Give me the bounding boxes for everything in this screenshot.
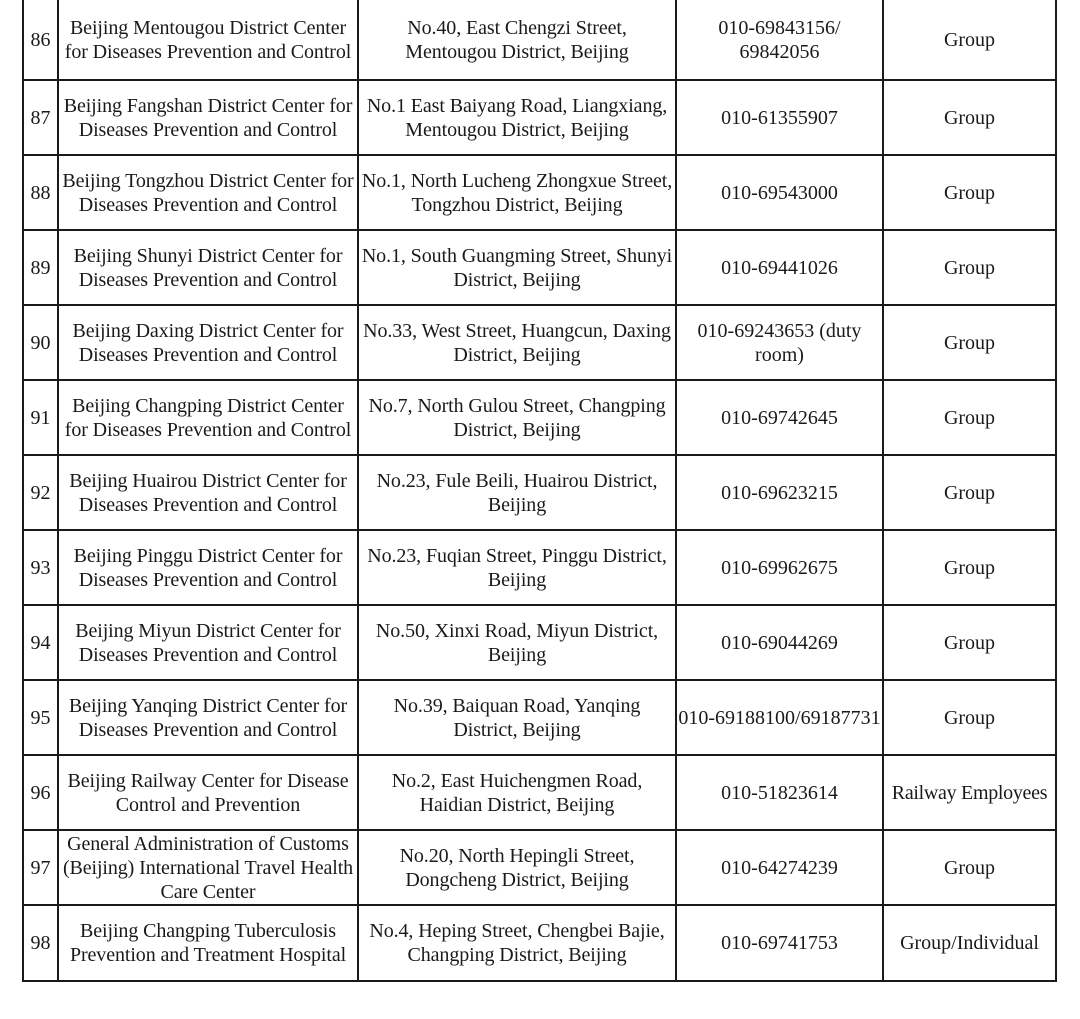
institution-address: No.20, North Hepingli Street, Dongcheng District, Beijing xyxy=(358,830,676,905)
table-row xyxy=(23,155,1056,230)
table-row xyxy=(23,305,1056,380)
institution-address: No.23, Fuqian Street, Pinggu District, Beijing xyxy=(358,530,676,605)
institution-name: General Administration of Customs (Beijing) International Travel Health Care Center xyxy=(58,830,358,905)
table-row xyxy=(23,80,1056,155)
row-number: 95 xyxy=(23,680,58,755)
service-scope: Group xyxy=(883,230,1056,305)
service-scope: Group xyxy=(883,155,1056,230)
row-number: 90 xyxy=(23,305,58,380)
phone-number: 010-69843156/ 69842056 xyxy=(676,0,883,80)
service-scope: Group/Individual xyxy=(883,905,1056,981)
row-number: 97 xyxy=(23,830,58,905)
institution-name: Beijing Miyun District Center for Diseases Prevention and Control xyxy=(58,605,358,680)
row-number: 89 xyxy=(23,230,58,305)
institution-address: No.23, Fule Beili, Huairou District, Beijing xyxy=(358,455,676,530)
phone-number: 010-69962675 xyxy=(676,530,883,605)
service-scope: Group xyxy=(883,80,1056,155)
row-number: 94 xyxy=(23,605,58,680)
phone-number: 010-69742645 xyxy=(676,380,883,455)
institution-table xyxy=(22,0,1057,982)
service-scope: Group xyxy=(883,0,1056,80)
service-scope: Group xyxy=(883,305,1056,380)
institution-address: No.1, South Guangming Street, Shunyi District, Beijing xyxy=(358,230,676,305)
service-scope: Group xyxy=(883,605,1056,680)
institution-address: No.1, North Lucheng Zhongxue Street, Tongzhou District, Beijing xyxy=(358,155,676,230)
row-number: 87 xyxy=(23,80,58,155)
institution-address: No.1 East Baiyang Road, Liangxiang, Mentougou District, Beijing xyxy=(358,80,676,155)
institution-address: No.2, East Huichengmen Road, Haidian District, Beijing xyxy=(358,755,676,830)
table-row xyxy=(23,380,1056,455)
table-row xyxy=(23,0,1056,80)
institution-name: Beijing Huairou District Center for Diseases Prevention and Control xyxy=(58,455,358,530)
institution-address: No.40, East Chengzi Street, Mentougou District, Beijing xyxy=(358,0,676,80)
phone-number: 010-69188100/69187731 xyxy=(676,680,883,755)
row-number: 92 xyxy=(23,455,58,530)
service-scope: Railway Employees xyxy=(883,755,1056,830)
row-number: 88 xyxy=(23,155,58,230)
row-number: 91 xyxy=(23,380,58,455)
institution-address: No.7, North Gulou Street, Changping District, Beijing xyxy=(358,380,676,455)
table-row xyxy=(23,455,1056,530)
institution-name: Beijing Tongzhou District Center for Diseases Prevention and Control xyxy=(58,155,358,230)
phone-number: 010-69243653 (duty room) xyxy=(676,305,883,380)
service-scope: Group xyxy=(883,530,1056,605)
institution-address: No.39, Baiquan Road, Yanqing District, Beijing xyxy=(358,680,676,755)
phone-number: 010-61355907 xyxy=(676,80,883,155)
phone-number: 010-69623215 xyxy=(676,455,883,530)
phone-number: 010-64274239 xyxy=(676,830,883,905)
table-row xyxy=(23,530,1056,605)
phone-number: 010-69543000 xyxy=(676,155,883,230)
service-scope: Group xyxy=(883,680,1056,755)
institution-name: Beijing Pinggu District Center for Diseases Prevention and Control xyxy=(58,530,358,605)
institution-name: Beijing Fangshan District Center for Diseases Prevention and Control xyxy=(58,80,358,155)
table-row xyxy=(23,830,1056,905)
institution-name: Beijing Mentougou District Center for Diseases Prevention and Control xyxy=(58,0,358,80)
institution-name: Beijing Shunyi District Center for Diseases Prevention and Control xyxy=(58,230,358,305)
row-number: 86 xyxy=(23,0,58,80)
institution-address: No.33, West Street, Huangcun, Daxing District, Beijing xyxy=(358,305,676,380)
phone-number: 010-69441026 xyxy=(676,230,883,305)
table-row xyxy=(23,905,1056,981)
service-scope: Group xyxy=(883,380,1056,455)
service-scope: Group xyxy=(883,830,1056,905)
phone-number: 010-69044269 xyxy=(676,605,883,680)
row-number: 98 xyxy=(23,905,58,981)
institution-name: Beijing Changping Tuberculosis Prevention and Treatment Hospital xyxy=(58,905,358,981)
phone-number: 010-69741753 xyxy=(676,905,883,981)
phone-number: 010-51823614 xyxy=(676,755,883,830)
table-row xyxy=(23,230,1056,305)
institution-address: No.4, Heping Street, Chengbei Bajie, Changping District, Beijing xyxy=(358,905,676,981)
institution-name: Beijing Yanqing District Center for Diseases Prevention and Control xyxy=(58,680,358,755)
institution-name: Beijing Changping District Center for Diseases Prevention and Control xyxy=(58,380,358,455)
row-number: 93 xyxy=(23,530,58,605)
table-row xyxy=(23,755,1056,830)
institution-name: Beijing Daxing District Center for Diseases Prevention and Control xyxy=(58,305,358,380)
row-number: 96 xyxy=(23,755,58,830)
table-row xyxy=(23,680,1056,755)
table-row xyxy=(23,605,1056,680)
service-scope: Group xyxy=(883,455,1056,530)
institution-name: Beijing Railway Center for Disease Control and Prevention xyxy=(58,755,358,830)
institution-address: No.50, Xinxi Road, Miyun District, Beijing xyxy=(358,605,676,680)
